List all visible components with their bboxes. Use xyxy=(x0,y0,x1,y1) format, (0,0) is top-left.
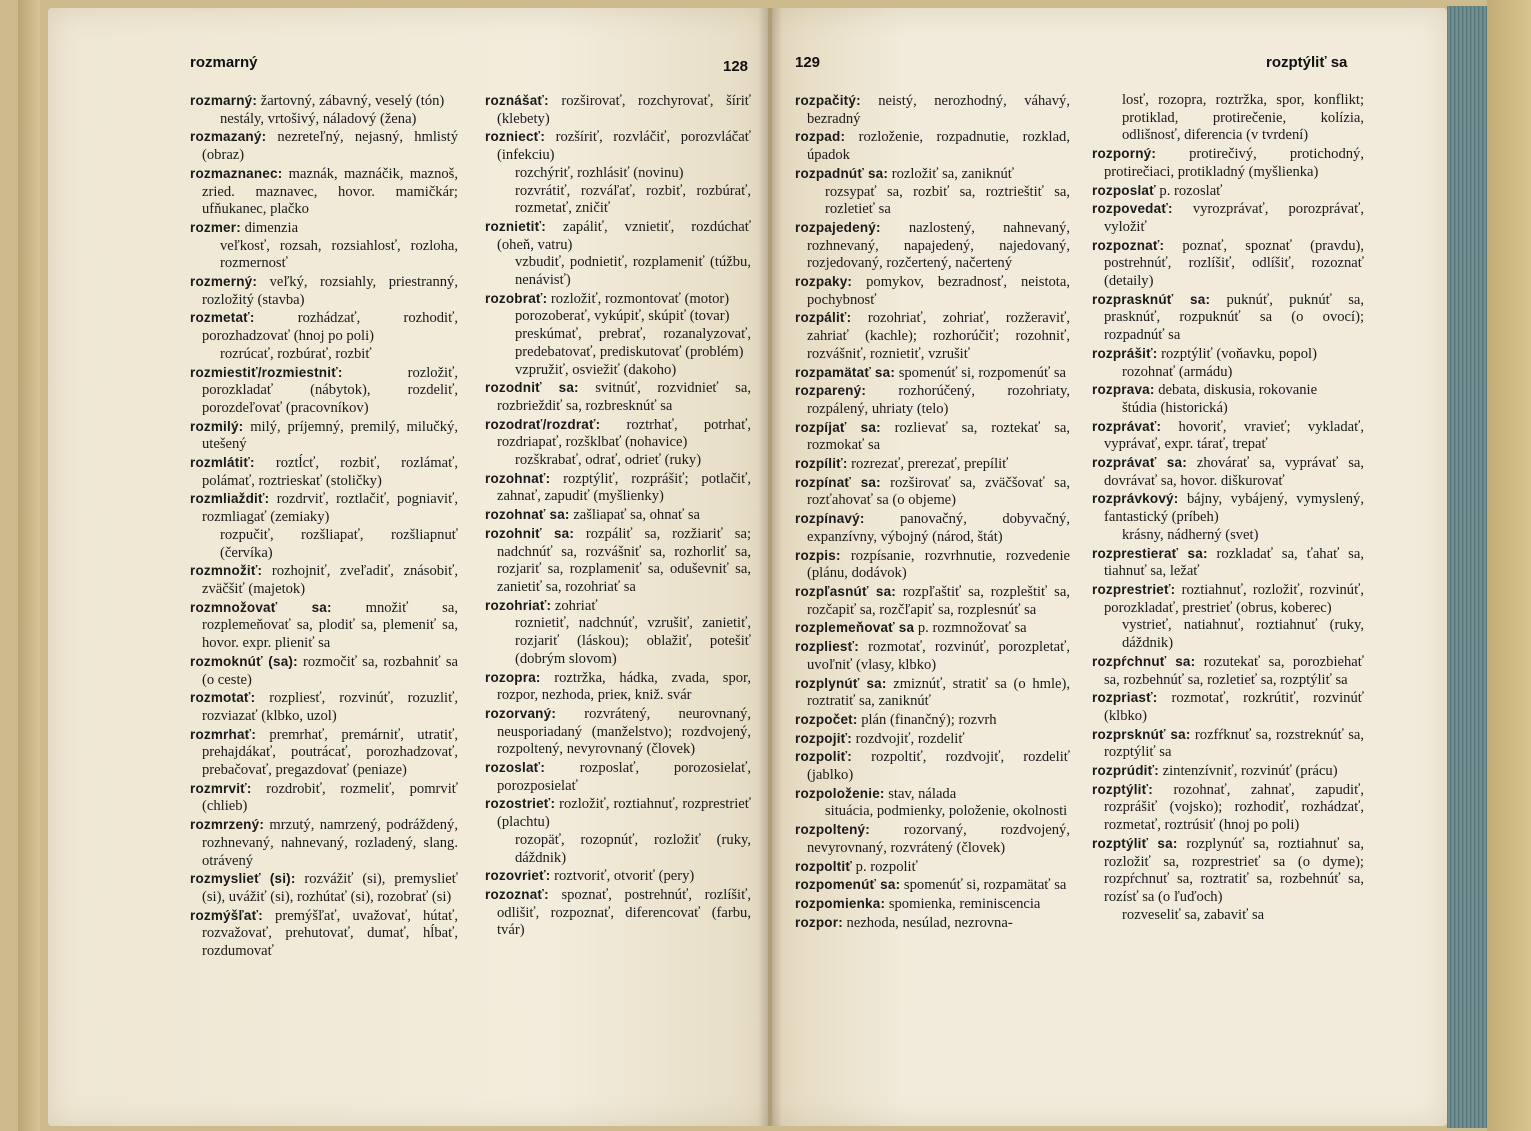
dictionary-entry: rozprášiť: rozptýliť (voňavku, popol) xyxy=(1092,345,1317,362)
headword: rozmliaždiť: xyxy=(190,491,270,507)
headword: rozpoliť: xyxy=(795,749,853,765)
dictionary-entry: rozpamätať sa: spomenúť si, rozpomenúť sa xyxy=(795,364,1067,381)
dictionary-entry: rozpučiť, rozšliapať, rozšliapnuť (červíka) xyxy=(220,526,458,561)
headword: rozpomenúť sa: xyxy=(795,877,901,893)
column-4 xyxy=(1092,92,1364,924)
dictionary-entry: rozovrieť: roztvoriť, otvoriť (pery) xyxy=(485,868,695,885)
dictionary-entry: rozohniť sa: rozpáliť sa, rozžiariť sa; nadchnúť sa, rozvášniť sa, rozhorliť sa, rozjariť sa, rozplameniť sa, oduševniť sa, zanietiť sa, rozohriať sa xyxy=(485,525,751,595)
headword: rozprasknúť sa: xyxy=(1092,291,1211,307)
dictionary-entry: rozodniť sa: svitnúť, rozvidnieť sa, rozbrieždiť sa, rozbresknúť sa xyxy=(485,380,751,414)
dictionary-entry: rozmaznanec: maznák, maznáčik, maznoš, zried. maznavec, hovor. mamičkár; ufňukanec, plačko xyxy=(190,165,458,218)
dictionary-entry: rozodrať/rozdrať: roztrhať, potrhať, rozdriapať, rozšklbať (nohavice) xyxy=(485,416,751,451)
dictionary-entry: rozrúcať, rozbúrať, rozbiť xyxy=(220,345,372,362)
headword: rozodniť sa: xyxy=(485,380,579,396)
headword: rozpad: xyxy=(795,129,846,145)
headword: rozparený: xyxy=(795,383,867,399)
dictionary-entry: rozohnať (armádu) xyxy=(1122,363,1233,380)
headword: rozmetať: xyxy=(190,310,255,326)
headword: rozoznať: xyxy=(485,886,549,902)
dictionary-entry: rozpočet: plán (finančný); rozvrh xyxy=(795,711,997,728)
dictionary-entry: roznietiť: zapáliť, vznietiť, rozdúchať (oheň, vatru) xyxy=(485,218,751,253)
dictionary-entry: rozostrieť: rozložiť, roztiahnuť, rozprestrieť (plachtu) xyxy=(485,796,751,831)
dictionary-entry: rozmýšľať: premýšľať, uvažovať, hútať, rozvažovať, prehutovať, dumať, hĺbať, rozdumovať xyxy=(190,907,458,960)
dictionary-entry: rozmliaždiť: rozdrviť, roztlačiť, pogniaviť, rozmliagať (zemiaky) xyxy=(190,491,458,526)
dictionary-entry: rozohriať: zohriať xyxy=(485,597,598,614)
headword: rozpoltený: xyxy=(795,822,870,838)
dictionary-entry: rozopra: roztržka, hádka, zvada, spor, rozpor, nezhoda, prieк, kniž. svár xyxy=(485,669,751,704)
dictionary-entry: rozmerný: veľký, rozsiahly, priestranný, rozložitý (stavba) xyxy=(190,274,458,308)
headword: rozostrieť: xyxy=(485,796,556,812)
headword: rozpíjať sa: xyxy=(795,419,881,435)
dictionary-entry: roznietiť, nadchnúť, vzrušiť, zanietiť, rozjariť (láskou); oblažiť, potešiť (dobrým slovom) xyxy=(515,615,751,667)
dictionary-entry: rozpínať sa: rozširovať sa, zväčšovať sa, rozťahovať sa (o objeme) xyxy=(795,474,1070,509)
headword: rozmlátiť: xyxy=(190,455,255,471)
page-edges xyxy=(1447,6,1487,1128)
headword: rozpajedený: xyxy=(795,219,881,235)
dictionary-entry: rozpíliť: rozrezať, prerezať, prepíliť xyxy=(795,456,1009,473)
headword: rozprava: xyxy=(1092,382,1155,398)
dictionary-entry: rozprasknúť sa: puknúť, puknúť sa, prasknúť, rozpuknúť sa (o ovocí); rozpadnúť sa xyxy=(1092,291,1365,344)
dictionary-entry: rozprestierať sa: rozkladať sa, ťahať sa, tiahnuť sa, ležať xyxy=(1092,545,1364,580)
dictionary-entry: rozparený: rozhorúčený, rozohriaty, rozpálený, uhriaty (telo) xyxy=(795,383,1070,417)
headword: rozmýšľať: xyxy=(190,907,263,923)
headword: rozpíliť: xyxy=(795,456,848,472)
dictionary-entry: rozptýliť sa: rozplynúť sa, roztiahnuť sa, rozložiť sa, rozprestrieť sa (o dyme); rozpŕchnuť sa, roztratiť sa, rozbehnúť sa, rozísť sa (o ľuďoch) xyxy=(1092,835,1364,905)
dictionary-entry: rozprávať: hovoriť, vravieť; vykladať, vyprávať, expr. tárať, trepať xyxy=(1092,418,1364,453)
dictionary-entry: rozpojiť: rozdvojiť, rozdeliť xyxy=(795,730,965,747)
headword: rozpaky: xyxy=(795,274,853,290)
dictionary-entry: rozpad: rozloženie, rozpadnutie, rozklad, úpadok xyxy=(795,129,1070,164)
headword: rozpomienka: xyxy=(795,895,886,911)
headword: rozpamätať sa: xyxy=(795,364,896,380)
headword: rozprášiť: xyxy=(1092,345,1158,361)
book-gutter xyxy=(758,8,782,1126)
dictionary-entry: rozprestrieť: roztiahnuť, rozložiť, rozvinúť, porozkladať, prestrieť (obrus, koberec) xyxy=(1092,581,1364,616)
headword: rozpliesť: xyxy=(795,639,859,655)
dictionary-entry: rozpáliť: rozohriať, zohriať, rozžeraviť, zahriať (kachle); rozhorúčiť; rozohniť, rozvášniť, roznietiť, vzrušiť xyxy=(795,310,1070,362)
headword: rozprsknúť sa: xyxy=(1092,726,1191,742)
dictionary-entry: rozmlátiť: roztĺcť, rozbiť, rozlámať, polámať, roztrieskať (stoličky) xyxy=(190,455,458,489)
dictionary-entry: nestály, vrtošivý, náladový (žena) xyxy=(220,110,417,127)
dictionary-entry: rozpoloženie: stav, nálada xyxy=(795,785,957,802)
headword: rozohriať: xyxy=(485,597,552,613)
dictionary-entry: rozporný: protirečivý, protichodný, protirečiaci, protikladný (myšlienka) xyxy=(1092,146,1364,180)
headword: rozmaznanec: xyxy=(190,165,283,181)
dictionary-entry: situácia, podmienky, položenie, okolnosti xyxy=(825,803,1068,820)
headword: rozpočet: xyxy=(795,711,858,727)
headword: rozpínavý: xyxy=(795,511,865,527)
dictionary-entry: rozpíjať sa: rozlievať sa, roztekať sa, rozmokať sa xyxy=(795,419,1070,454)
dictionary-entry: rozopäť, rozopnúť, rozložiť (ruky, dáždnik) xyxy=(515,831,751,866)
headword: rozohnať: xyxy=(485,470,551,486)
headword: rozprávať: xyxy=(1092,418,1162,434)
headword: rozopra: xyxy=(485,669,541,685)
headword: rozpačitý: xyxy=(795,93,861,108)
dictionary-entry: krásny, nádherný (svet) xyxy=(1122,526,1259,543)
headword: rozmrviť: xyxy=(190,780,252,796)
dictionary-entry: rozpačitý: neistý, nerozhodný, váhavý, bezradný xyxy=(795,93,1070,127)
headword: rozmazaný: xyxy=(190,129,267,145)
headword: rozpáliť: xyxy=(795,310,852,326)
dictionary-entry: rozplemeňovať sa p. rozmnožovať sa xyxy=(795,620,1027,637)
headword: rozptýliť: xyxy=(1092,781,1153,797)
dictionary-entry: rozpliesť: rozmotať, rozvinúť, porozpletať, uvoľniť (vlasy, klbko) xyxy=(795,639,1070,673)
dictionary-entry: rozprávkový: bájny, vybájený, vymyslený, fantastický (príbeh) xyxy=(1092,491,1364,526)
headword: rozmer: xyxy=(190,219,241,235)
dictionary-entry: rozohnať sa: zašliapať sa, ohnať sa xyxy=(485,507,701,524)
dictionary-entry: roznieсť: rozšíriť, rozvláčiť, porozvláčať (infekciu) xyxy=(485,129,751,164)
headword: rozohnať sa: xyxy=(485,507,570,523)
dictionary-entry: rozpaky: pomykov, bezradnosť, neistota, pochybnosť xyxy=(795,274,1070,308)
dictionary-entry: rozoslať: rozposlať, porozosielať, porozposielať xyxy=(485,760,751,794)
cover-edge-left xyxy=(18,0,40,1131)
dictionary-entry: rozmoknúť (sa): rozmočiť sa, rozbahniť sa (o ceste) xyxy=(190,653,458,688)
headword: rozmotať: xyxy=(190,690,256,706)
headword: rozpojiť: xyxy=(795,730,853,746)
headword: rozmilý: xyxy=(190,418,244,434)
dictionary-entry: rozpovedať: vyrozprávať, porozprávať, vyložiť xyxy=(1092,201,1364,235)
headword: rozpis: xyxy=(795,547,841,563)
dictionary-entry: rozprúdiť: zintenzívniť, rozvinúť (prácu) xyxy=(1092,763,1338,780)
headword: rozodrať/rozdrať: xyxy=(485,416,601,432)
dictionary-entry: rozpoznať: poznať, spoznať (pravdu), postrehnúť, rozlíšiť, odlíšiť, rozoznať (detaily) xyxy=(1092,237,1364,290)
dictionary-entry: rozohnať: rozptýliť, rozprášiť; potlačiť, zahnať, zapudiť (myšlienky) xyxy=(485,470,751,505)
dictionary-entry: rozmiestiť/rozmiestniť: rozložiť, porozkladať (nábytok), rozdeliť, porozdeľovať (pracovníkov) xyxy=(190,364,458,416)
headword: rozptýliť sa: xyxy=(1092,835,1178,851)
headword: rozmiestiť/rozmiestniť: xyxy=(190,364,343,380)
dictionary-entry: rozmnožiť: rozhojniť, zveľadiť, znásobiť, zväčšiť (majetok) xyxy=(190,563,458,597)
headword: roznieсť: xyxy=(485,129,546,145)
dictionary-entry: rozmrhať: premrhať, premárniť, utratiť, prehajdákať, poutrácať, porozhadzovať, prebačovať, pregazdovať (peniaze) xyxy=(190,726,458,779)
dictionary-entry: rozmer: dimenzia xyxy=(190,219,299,236)
headword: rozplynúť sa: xyxy=(795,675,887,691)
headword: rozpoltiť xyxy=(795,858,853,874)
left-page-number: 128 xyxy=(723,58,749,75)
dictionary-entry: rozoznať: spoznať, postrehnúť, rozlíšiť, odlišiť, rozpoznať, diferencovať (farbu, tvár) xyxy=(485,886,751,939)
headword: rozprestrieť: xyxy=(1092,581,1176,597)
headword: rozmrzený: xyxy=(190,817,265,833)
column-1 xyxy=(190,92,458,961)
headword: rozpľasnúť sa: xyxy=(795,583,896,599)
dictionary-entry: rozmnožovať sa: množiť sa, rozplemeňovať sa, plodiť sa, plemeniť sa, hovor. expr. plieniť sa xyxy=(190,599,458,652)
headword: rozpoloženie: xyxy=(795,785,885,801)
dictionary-entry: rozmotať: rozpliesť, rozvinúť, rozuzliť, rozviazať (klbko, uzol) xyxy=(190,690,458,724)
dictionary-entry: štúdia (historická) xyxy=(1122,399,1228,416)
headword: rozpínať sa: xyxy=(795,474,881,490)
dictionary-entry: rozpriasť: rozmotať, rozkrútiť, rozvinúť (klbko) xyxy=(1092,690,1364,724)
dictionary-entry: rozobrať: rozložiť, rozmontovať (motor) xyxy=(485,290,730,307)
dictionary-entry: vzpružiť, osviežiť (dakoho) xyxy=(515,361,677,378)
dictionary-entry: rozpoltiť p. rozpoliť xyxy=(795,858,918,875)
dictionary-entry: vzbudiť, podnietiť, rozplameniť (túžbu, nenávisť) xyxy=(515,254,751,289)
headword: roznášať: xyxy=(485,93,549,108)
headword: rozmerný: xyxy=(190,274,258,290)
headword: rozmoknúť (sa): xyxy=(190,653,298,669)
headword: rozprávať sa: xyxy=(1092,455,1187,471)
dictionary-entry: rozmrzený: mrzutý, namrzený, podráždený, rozhnevaný, nahnevaný, rozladený, slang. otrávený xyxy=(190,817,458,869)
headword: rozporný: xyxy=(1092,146,1157,162)
dictionary-entry: rozpínavý: panovačný, dobyvačný, expanzívny, výbojný (národ, štát) xyxy=(795,511,1070,545)
headword: rozmrhať: xyxy=(190,726,257,742)
dictionary-entry: preskúmať, prebrať, rozanalyzovať, predebatovať, prediskutovať (problém) xyxy=(515,326,751,360)
headword: rozplemeňovať sa xyxy=(795,620,915,636)
headword: rozmnožovať sa: xyxy=(190,599,332,615)
headword: rozoslať: xyxy=(485,760,546,776)
headword: rozpadnúť sa: xyxy=(795,165,889,181)
column-2 xyxy=(485,92,751,940)
dictionary-entry: rozprávať sa: zhovárať sa, vyprávať sa, dovrávať sa, hovor. diškurovať xyxy=(1092,455,1365,489)
column-3 xyxy=(795,92,1070,932)
headword: rozohniť sa: xyxy=(485,525,575,541)
dictionary-entry: rozptýliť: rozohnať, zahnať, zapudiť, rozprášiť (vojsko); rozhodiť, rozhádzať, rozmetať, roztrúsiť (hnoj po poli) xyxy=(1092,781,1364,834)
headword: rozprestierať sa: xyxy=(1092,545,1208,561)
dictionary-entry: rozpis: rozpísanie, rozvrhnutie, rozvedenie (plánu, dodávok) xyxy=(795,547,1070,582)
dictionary-entry: rozprsknúť sa: rozfŕknuť sa, rozstreknúť sa, rozptýliť sa xyxy=(1092,726,1364,761)
dictionary-entry: rozpajedený: nazlostený, nahnevaný, rozhnevaný, napajedený, najedovaný, rozjedovaný, rozčertený, načertený xyxy=(795,219,1070,272)
headword: rozovrieť: xyxy=(485,868,551,884)
right-page-number: 129 xyxy=(795,54,821,71)
dictionary-entry: rozpľasnúť sa: rozpľaštiť sa, rozpleštiť sa, rozčapiť sa, rozčľapiť sa, rozplesnúť sa xyxy=(795,583,1070,618)
dictionary-entry: rozprava: debata, diskusia, rokovanie xyxy=(1092,382,1318,399)
dictionary-entry: rozmazaný: nezreteľný, nejasný, hmlistý (obraz) xyxy=(190,129,458,164)
headword: rozmyslieť (si): xyxy=(190,871,296,887)
dictionary-entry: rozpomenúť sa: spomenúť si, rozpamätať sa xyxy=(795,877,1067,894)
dictionary-entry: rozmyslieť (si): rozvážiť (si), premyslieť (si), uvážiť (si), rozhútať (si), rozobrať (si) xyxy=(190,871,458,905)
dictionary-entry: porozoberať, vykúpiť, skúpiť (tovar) xyxy=(515,308,730,325)
headword: rozpovedať: xyxy=(1092,201,1173,217)
dictionary-entry: rozpoltený: rozorvaný, rozdvojený, nevyrovnaný, rozvrátený (človek) xyxy=(795,822,1070,856)
dictionary-entry: vystrieť, natiahnuť, roztiahnuť (ruky, dáždnik) xyxy=(1122,617,1364,652)
headword: rozposlať xyxy=(1092,182,1156,198)
dictionary-entry: veľkosť, rozsah, rozsiahlosť, rozloha, rozmernosť xyxy=(220,237,458,272)
dictionary-entry: rozsypať sa, rozbiť sa, roztrieštiť sa, rozletieť sa xyxy=(825,183,1070,218)
headword: rozorvaný: xyxy=(485,705,557,721)
headword: rozpoznať: xyxy=(1092,237,1165,253)
headword: rozpŕchnuť sa: xyxy=(1092,653,1196,669)
dictionary-entry: rozplynúť sa: zmiznúť, stratiť sa (o hmle), roztratiť sa, zaniknúť xyxy=(795,675,1071,710)
right-guide-word: rozptýliť sa xyxy=(1266,54,1348,71)
headword: rozprávkový: xyxy=(1092,491,1179,507)
dictionary-entry: rozorvaný: rozvrátený, neurovnaný, neusporiadaný (manželstvo); rozdvojený, rozpoltený, nevyrovnaný (človek) xyxy=(485,705,751,758)
dictionary-entry: rozpomienka: spomienka, reminiscencia xyxy=(795,895,1041,912)
headword: rozpor: xyxy=(795,914,843,930)
dictionary-entry: rozškrabať, odrať, odrieť (ruky) xyxy=(515,452,702,469)
left-guide-word: rozmarný xyxy=(190,54,258,71)
dictionary-entry: rozmilý: milý, príjemný, premilý, milučký, utešený xyxy=(190,418,458,453)
cover-edge-right xyxy=(1487,0,1531,1131)
dictionary-entry: rozpor: nezhoda, nesúlad, nezrovna- xyxy=(795,914,1013,931)
dictionary-entry: roznášať: rozširovať, rozchyrovať, šíriť (klebety) xyxy=(485,93,751,127)
dictionary-entry: rozposlať p. rozoslať xyxy=(1092,182,1223,199)
headword: rozpriasť: xyxy=(1092,690,1158,706)
headword: roznietiť: xyxy=(485,218,546,234)
dictionary-entry: rozmarný: žartovný, zábavný, veselý (tón) xyxy=(190,93,445,109)
dictionary-entry: rozmrviť: rozdrobiť, rozmeliť, pomrviť (chlieb) xyxy=(190,780,458,815)
headword: rozmnožiť: xyxy=(190,563,263,579)
dictionary-entry: losť, rozopra, roztržka, spor, konflikt; protiklad, protirečenie, kolízia, odlišnosť, diferencia (v tvrdení) xyxy=(1122,92,1364,144)
dictionary-entry: rozchýriť, rozhlásiť (novinu) xyxy=(515,164,684,181)
dictionary-entry: rozvrátiť, rozváľať, rozbiť, rozbúrať, rozmetať, zničiť xyxy=(515,182,751,217)
dictionary-entry: rozpŕchnuť sa: rozutekať sa, porozbiehať sa, rozbehnúť sa, rozletieť sa, rozptýliť sa xyxy=(1092,653,1364,688)
headword: rozobrať: xyxy=(485,290,548,306)
dictionary-entry: rozpoliť: rozpoltiť, rozdvojiť, rozdeliť (jablko) xyxy=(795,749,1070,784)
headword: rozmarný: xyxy=(190,93,258,108)
dictionary-entry: rozpadnúť sa: rozložiť sa, zaniknúť xyxy=(795,165,1015,182)
dictionary-entry: rozveseliť sa, zabaviť sa xyxy=(1122,906,1265,923)
dictionary-entry: rozmetať: rozhádzať, rozhodiť, porozhadzovať (hnoj po poli) xyxy=(190,310,458,345)
headword: rozprúdiť: xyxy=(1092,763,1159,779)
